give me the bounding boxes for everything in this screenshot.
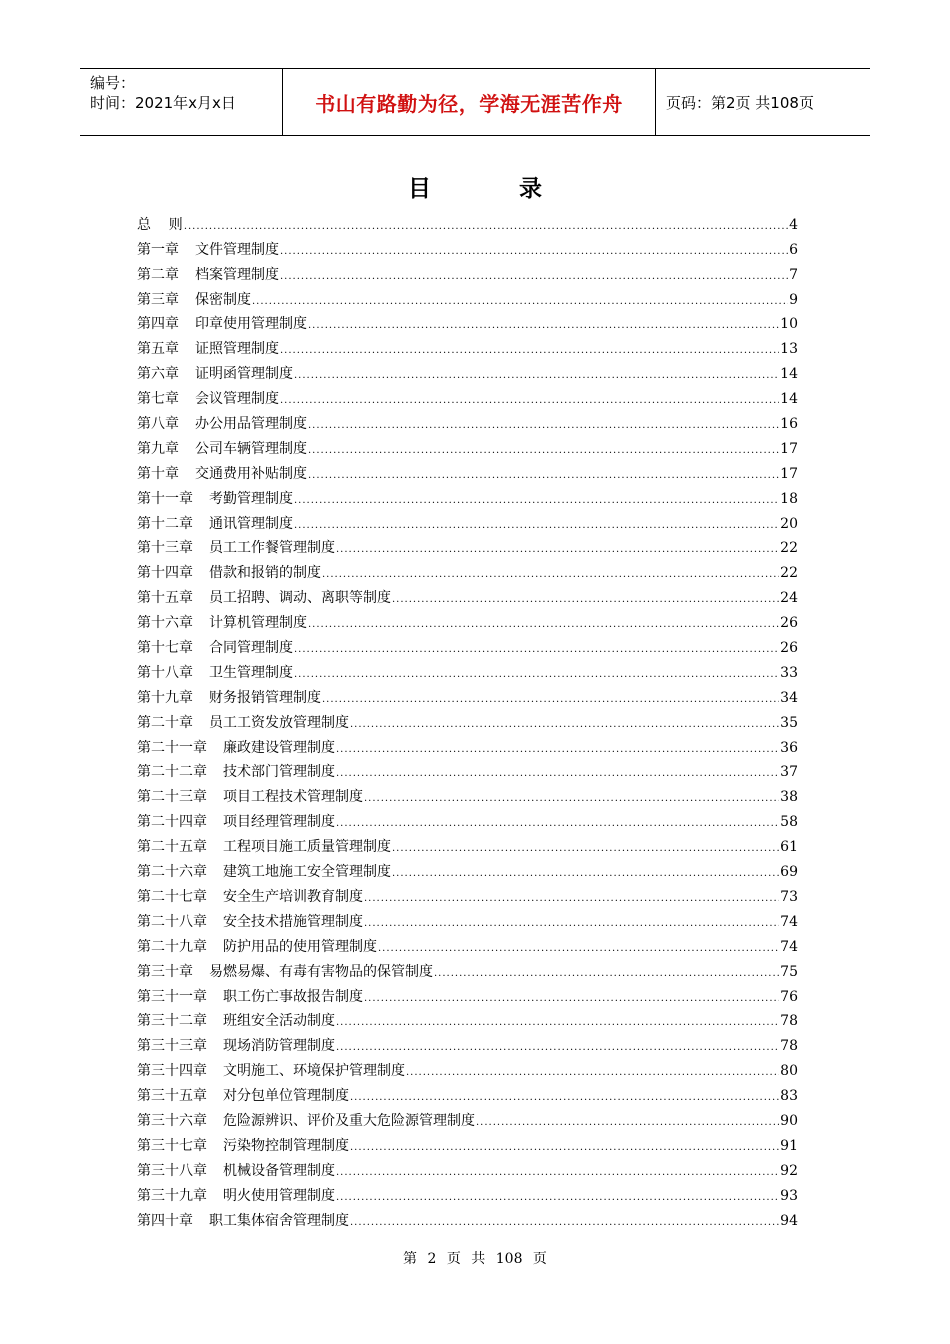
toc-dot-leader bbox=[294, 519, 779, 533]
toc-entry[interactable] bbox=[137, 582, 798, 607]
toc-page-number: 18 bbox=[780, 490, 798, 507]
toc-chapter-number: 第二十四章 bbox=[137, 814, 207, 831]
toc-chapter-title: 工程项目施工质量管理制度 bbox=[223, 839, 391, 856]
toc-page-number: 74 bbox=[780, 938, 798, 955]
toc-chapter-title: 公司车辆管理制度 bbox=[195, 440, 307, 457]
toc-page-number: 92 bbox=[780, 1162, 798, 1179]
toc-page-number: 80 bbox=[780, 1063, 798, 1080]
toc-entry[interactable] bbox=[137, 508, 798, 533]
toc-chapter-number: 第六章 bbox=[137, 366, 179, 383]
toc-entry[interactable] bbox=[137, 234, 798, 259]
toc-entry[interactable] bbox=[137, 209, 798, 234]
toc-chapter-number: 第十三章 bbox=[137, 540, 193, 557]
toc-chapter-title: 员工招聘、调动、离职等制度 bbox=[209, 590, 391, 607]
toc-dot-leader bbox=[350, 1216, 779, 1230]
toc-entry[interactable] bbox=[137, 1205, 798, 1230]
toc-entry[interactable] bbox=[137, 931, 798, 956]
document-number-label: 编号： bbox=[90, 74, 136, 92]
toc-chapter-title: 文件管理制度 bbox=[195, 241, 279, 258]
header-meta bbox=[80, 69, 282, 135]
toc-entry-label bbox=[137, 564, 321, 582]
toc-chapter-title: 卫生管理制度 bbox=[209, 664, 293, 681]
toc-page-number: 33 bbox=[780, 664, 798, 681]
toc-entry[interactable] bbox=[137, 1055, 798, 1080]
toc-chapter-title: 档案管理制度 bbox=[195, 266, 279, 283]
toc-dot-leader bbox=[294, 494, 779, 508]
toc-chapter-title: 防护用品的使用管理制度 bbox=[223, 938, 377, 955]
toc-page-number: 38 bbox=[780, 789, 798, 806]
toc-entry[interactable] bbox=[137, 259, 798, 284]
toc-dot-leader bbox=[336, 743, 779, 757]
toc-page-number: 22 bbox=[780, 565, 798, 582]
toc-entry-label bbox=[137, 838, 391, 856]
toc-dot-leader bbox=[378, 942, 779, 956]
toc-chapter-number: 第七章 bbox=[137, 391, 179, 408]
toc-chapter-title: 项目工程技术管理制度 bbox=[223, 789, 363, 806]
toc-dot-leader bbox=[336, 1166, 779, 1180]
toc-entry-label bbox=[137, 1112, 475, 1130]
toc-entry-label bbox=[137, 340, 279, 358]
toc-chapter-title: 职工伤亡事故报告制度 bbox=[223, 988, 363, 1005]
toc-entry-label bbox=[137, 440, 307, 458]
toc-dot-leader bbox=[336, 1016, 779, 1030]
toc-chapter-number: 第一章 bbox=[137, 241, 179, 258]
toc-entry[interactable] bbox=[137, 956, 798, 981]
toc-entry[interactable] bbox=[137, 1130, 798, 1155]
toc-dot-leader bbox=[406, 1066, 779, 1080]
toc-chapter-title: 借款和报销的制度 bbox=[209, 565, 321, 582]
toc-chapter-number: 第二章 bbox=[137, 266, 179, 283]
toc-dot-leader bbox=[308, 319, 779, 333]
toc-chapter-number: 第二十九章 bbox=[137, 938, 207, 955]
toc-title: 目录 bbox=[408, 176, 630, 202]
toc-entry[interactable] bbox=[137, 408, 798, 433]
toc-entry[interactable] bbox=[137, 557, 798, 582]
toc-page-number: 37 bbox=[780, 764, 798, 781]
toc-entry[interactable] bbox=[137, 358, 798, 383]
toc-entry[interactable] bbox=[137, 856, 798, 881]
toc-dot-leader bbox=[280, 394, 779, 408]
toc-entry[interactable] bbox=[137, 1180, 798, 1205]
toc-chapter-number: 第二十五章 bbox=[137, 839, 207, 856]
toc-entry-label bbox=[137, 1087, 349, 1105]
toc-dot-leader bbox=[350, 718, 779, 732]
toc-chapter-title: 证明函管理制度 bbox=[195, 366, 293, 383]
toc-entry-label bbox=[137, 1137, 349, 1155]
toc-page-number: 7 bbox=[789, 266, 798, 283]
toc-entry[interactable] bbox=[137, 632, 798, 657]
toc-chapter-number: 总 则 bbox=[137, 216, 183, 233]
toc-dot-leader bbox=[322, 568, 779, 582]
toc-chapter-number: 第十二章 bbox=[137, 515, 193, 532]
toc-chapter-number: 第三十章 bbox=[137, 963, 193, 980]
toc-chapter-title: 易燃易爆、有毒有害物品的保管制度 bbox=[209, 963, 433, 980]
toc-dot-leader bbox=[364, 992, 779, 1006]
toc-chapter-number: 第二十一章 bbox=[137, 739, 207, 756]
toc-chapter-number: 第三十六章 bbox=[137, 1112, 207, 1129]
toc-page-number: 78 bbox=[780, 1013, 798, 1030]
toc-chapter-title: 会议管理制度 bbox=[195, 391, 279, 408]
toc-entry-label bbox=[137, 315, 307, 333]
toc-chapter-number: 第二十六章 bbox=[137, 864, 207, 881]
toc-chapter-number: 第十七章 bbox=[137, 640, 193, 657]
toc-chapter-number: 第八章 bbox=[137, 416, 179, 433]
toc-chapter-title: 交通费用补贴制度 bbox=[195, 465, 307, 482]
toc-dot-leader bbox=[308, 419, 779, 433]
toc-entry[interactable] bbox=[137, 831, 798, 856]
toc-dot-leader bbox=[434, 967, 779, 981]
toc-dot-leader bbox=[280, 270, 788, 284]
toc-entry-label bbox=[137, 241, 279, 259]
toc-dot-leader bbox=[252, 295, 788, 309]
toc-chapter-number: 第五章 bbox=[137, 341, 179, 358]
toc-chapter-title: 员工工作餐管理制度 bbox=[209, 540, 335, 557]
toc-page-number: 24 bbox=[780, 590, 798, 607]
toc-entry-label bbox=[137, 813, 335, 831]
toc-chapter-number: 第二十三章 bbox=[137, 789, 207, 806]
toc-page-number: 16 bbox=[780, 416, 798, 433]
toc-entry-label bbox=[137, 390, 279, 408]
toc-entry[interactable] bbox=[137, 781, 798, 806]
toc-page-number: 73 bbox=[780, 888, 798, 905]
toc-dot-leader bbox=[308, 469, 779, 483]
toc-chapter-number: 第十八章 bbox=[137, 664, 193, 681]
toc-chapter-title: 廉政建设管理制度 bbox=[223, 739, 335, 756]
toc-entry[interactable] bbox=[137, 433, 798, 458]
toc-chapter-title: 污染物控制管理制度 bbox=[223, 1137, 349, 1154]
toc-page-number: 94 bbox=[780, 1212, 798, 1229]
toc-page-number: 90 bbox=[780, 1112, 798, 1129]
document-time-label: 时间：2021年x月x日 bbox=[90, 94, 236, 112]
toc-entry-label bbox=[137, 1162, 335, 1180]
toc-entry-label bbox=[137, 614, 307, 632]
toc-chapter-title: 危险源辨识、评价及重大危险源管理制度 bbox=[223, 1112, 475, 1129]
header-page-info: 页码：第2页 共108页 bbox=[666, 93, 814, 112]
toc-page-number: 9 bbox=[789, 291, 798, 308]
toc-entry-label bbox=[137, 365, 293, 383]
toc-entry-label bbox=[137, 689, 321, 707]
toc-page-number: 91 bbox=[780, 1137, 798, 1154]
toc-chapter-title: 证照管理制度 bbox=[195, 341, 279, 358]
toc-entry-label bbox=[137, 465, 307, 483]
toc-entry[interactable] bbox=[137, 607, 798, 632]
toc-chapter-title: 合同管理制度 bbox=[209, 640, 293, 657]
toc-page-number: 13 bbox=[780, 341, 798, 358]
toc-chapter-number: 第三章 bbox=[137, 291, 179, 308]
toc-entry-label bbox=[137, 639, 293, 657]
toc-dot-leader bbox=[364, 917, 779, 931]
toc-entry-label bbox=[137, 515, 293, 533]
toc-page-number: 34 bbox=[780, 689, 798, 706]
toc-chapter-number: 第十四章 bbox=[137, 565, 193, 582]
toc-chapter-title: 通讯管理制度 bbox=[209, 515, 293, 532]
toc-dot-leader bbox=[476, 1116, 779, 1130]
toc-dot-leader bbox=[392, 593, 779, 607]
toc-entry[interactable] bbox=[137, 657, 798, 682]
toc-entry[interactable] bbox=[137, 981, 798, 1006]
toc-chapter-title: 班组安全活动制度 bbox=[223, 1013, 335, 1030]
toc-page-number: 69 bbox=[780, 864, 798, 881]
toc-dot-leader bbox=[336, 543, 779, 557]
toc-page-number: 20 bbox=[780, 515, 798, 532]
toc-chapter-title: 办公用品管理制度 bbox=[195, 416, 307, 433]
toc-chapter-number: 第三十一章 bbox=[137, 988, 207, 1005]
toc-chapter-title: 计算机管理制度 bbox=[209, 615, 307, 632]
toc-dot-leader bbox=[392, 842, 779, 856]
toc-page-number: 78 bbox=[780, 1038, 798, 1055]
toc-chapter-number: 第三十八章 bbox=[137, 1162, 207, 1179]
toc-page-number: 4 bbox=[789, 216, 798, 233]
toc-chapter-title: 现场消防管理制度 bbox=[223, 1038, 335, 1055]
toc-chapter-number: 第二十二章 bbox=[137, 764, 207, 781]
toc-dot-leader bbox=[280, 344, 779, 358]
toc-entry-label bbox=[137, 664, 293, 682]
toc-page-number: 76 bbox=[780, 988, 798, 1005]
toc-entry[interactable] bbox=[137, 806, 798, 831]
toc-entry[interactable] bbox=[137, 533, 798, 558]
toc-entry-label bbox=[137, 763, 335, 781]
toc-dot-leader bbox=[322, 693, 779, 707]
toc-chapter-number: 第十五章 bbox=[137, 590, 193, 607]
toc-entry[interactable] bbox=[137, 707, 798, 732]
toc-page-number: 17 bbox=[780, 440, 798, 457]
toc-entry[interactable] bbox=[137, 906, 798, 931]
toc-dot-leader bbox=[392, 867, 779, 881]
toc-entry[interactable] bbox=[137, 333, 798, 358]
toc-chapter-title: 建筑工地施工安全管理制度 bbox=[223, 864, 391, 881]
toc-dot-leader bbox=[308, 444, 779, 458]
toc-entry-label bbox=[137, 739, 335, 757]
toc-entry-label bbox=[137, 415, 307, 433]
toc-dot-leader bbox=[336, 1041, 779, 1055]
toc-chapter-title: 员工工资发放管理制度 bbox=[209, 714, 349, 731]
toc-page-number: 36 bbox=[780, 739, 798, 756]
toc-chapter-title: 机械设备管理制度 bbox=[223, 1162, 335, 1179]
toc-entry[interactable] bbox=[137, 757, 798, 782]
toc-page-number: 26 bbox=[780, 640, 798, 657]
toc-entry[interactable] bbox=[137, 682, 798, 707]
toc-dot-leader bbox=[336, 1191, 779, 1205]
toc-chapter-title: 文明施工、环境保护管理制度 bbox=[223, 1063, 405, 1080]
toc-page-number: 26 bbox=[780, 615, 798, 632]
page-footer: 第 2 页 共 108 页 bbox=[403, 1251, 547, 1267]
toc-entry-label bbox=[137, 863, 391, 881]
toc-chapter-number: 第十章 bbox=[137, 465, 179, 482]
toc-page-number: 22 bbox=[780, 540, 798, 557]
toc-entry-label bbox=[137, 788, 363, 806]
toc-chapter-title: 技术部门管理制度 bbox=[223, 764, 335, 781]
toc-page-number: 83 bbox=[780, 1088, 798, 1105]
toc-dot-leader bbox=[294, 668, 779, 682]
toc-chapter-title: 财务报销管理制度 bbox=[209, 689, 321, 706]
toc-entry-label bbox=[137, 1212, 349, 1230]
toc-entry[interactable] bbox=[137, 1155, 798, 1180]
toc-entry-label bbox=[137, 539, 335, 557]
toc-entry[interactable] bbox=[137, 284, 798, 309]
toc-chapter-number: 第三十三章 bbox=[137, 1038, 207, 1055]
toc-chapter-number: 第十九章 bbox=[137, 689, 193, 706]
toc-chapter-number: 第三十九章 bbox=[137, 1187, 207, 1204]
toc-chapter-number: 第十六章 bbox=[137, 615, 193, 632]
toc-entry[interactable] bbox=[137, 1105, 798, 1130]
toc-entry-label bbox=[137, 291, 251, 309]
toc-page-number: 10 bbox=[780, 316, 798, 333]
toc-entry-label bbox=[137, 1187, 335, 1205]
toc-dot-leader bbox=[364, 792, 779, 806]
toc-entry-label bbox=[137, 589, 391, 607]
toc-entry[interactable] bbox=[137, 1030, 798, 1055]
toc-dot-leader bbox=[350, 1091, 779, 1105]
toc-dot-leader bbox=[280, 245, 788, 259]
toc-entry-label bbox=[137, 490, 293, 508]
toc-entry-label bbox=[137, 938, 377, 956]
toc-entry[interactable] bbox=[137, 732, 798, 757]
toc-chapter-title: 明火使用管理制度 bbox=[223, 1187, 335, 1204]
toc-entry-label bbox=[137, 266, 279, 284]
toc-page-number: 61 bbox=[780, 839, 798, 856]
toc-page-number: 17 bbox=[780, 465, 798, 482]
toc-entry[interactable] bbox=[137, 309, 798, 334]
toc-dot-leader bbox=[184, 220, 788, 234]
toc-entry[interactable] bbox=[137, 881, 798, 906]
toc-chapter-title: 保密制度 bbox=[195, 291, 251, 308]
toc-chapter-title: 对分包单位管理制度 bbox=[223, 1088, 349, 1105]
toc-page-number: 6 bbox=[789, 241, 798, 258]
toc-chapter-number: 第二十八章 bbox=[137, 913, 207, 930]
toc-entry-label bbox=[137, 988, 363, 1006]
toc-page-number: 58 bbox=[780, 814, 798, 831]
toc-entry[interactable] bbox=[137, 458, 798, 483]
toc-chapter-title: 安全生产培训教育制度 bbox=[223, 888, 363, 905]
toc-entry-label bbox=[137, 1062, 405, 1080]
toc-chapter-number: 第三十四章 bbox=[137, 1063, 207, 1080]
toc-chapter-number: 第四十章 bbox=[137, 1212, 193, 1229]
toc-entry[interactable] bbox=[137, 1080, 798, 1105]
toc-chapter-number: 第三十七章 bbox=[137, 1137, 207, 1154]
toc-dot-leader bbox=[308, 618, 779, 632]
toc-dot-leader bbox=[336, 767, 779, 781]
toc-entry[interactable] bbox=[137, 483, 798, 508]
toc-entry-label bbox=[137, 216, 183, 234]
toc-entry[interactable] bbox=[137, 1006, 798, 1031]
toc-chapter-title: 安全技术措施管理制度 bbox=[223, 913, 363, 930]
toc-page-number: 93 bbox=[780, 1187, 798, 1204]
header-motto: 书山有路勤为径，学海无涯苦作舟 bbox=[282, 69, 656, 135]
toc-dot-leader bbox=[336, 817, 779, 831]
toc-chapter-number: 第三十五章 bbox=[137, 1088, 207, 1105]
toc-entry-label bbox=[137, 1012, 335, 1030]
toc-page-number: 14 bbox=[780, 391, 798, 408]
toc-chapter-number: 第九章 bbox=[137, 440, 179, 457]
toc-entry-label bbox=[137, 913, 363, 931]
toc-page-number: 35 bbox=[780, 714, 798, 731]
toc-chapter-number: 第二十章 bbox=[137, 714, 193, 731]
toc-dot-leader bbox=[350, 1141, 779, 1155]
toc-page-number: 14 bbox=[780, 366, 798, 383]
toc-entry-label bbox=[137, 714, 349, 732]
toc-chapter-number: 第三十二章 bbox=[137, 1013, 207, 1030]
toc-dot-leader bbox=[364, 892, 779, 906]
toc-dot-leader bbox=[294, 643, 779, 657]
toc-chapter-number: 第二十七章 bbox=[137, 888, 207, 905]
toc-entry[interactable] bbox=[137, 383, 798, 408]
toc-chapter-number: 第十一章 bbox=[137, 490, 193, 507]
toc-chapter-title: 考勤管理制度 bbox=[209, 490, 293, 507]
toc-page-number: 75 bbox=[780, 963, 798, 980]
table-of-contents bbox=[137, 209, 798, 1230]
toc-chapter-number: 第四章 bbox=[137, 316, 179, 333]
toc-entry-label bbox=[137, 1037, 335, 1055]
toc-entry-label bbox=[137, 963, 433, 981]
toc-page-number: 74 bbox=[780, 913, 798, 930]
page-header bbox=[80, 68, 870, 136]
toc-dot-leader bbox=[294, 369, 779, 383]
toc-entry-label bbox=[137, 888, 363, 906]
toc-chapter-title: 印章使用管理制度 bbox=[195, 316, 307, 333]
toc-chapter-title: 职工集体宿舍管理制度 bbox=[209, 1212, 349, 1229]
toc-chapter-title: 项目经理管理制度 bbox=[223, 814, 335, 831]
